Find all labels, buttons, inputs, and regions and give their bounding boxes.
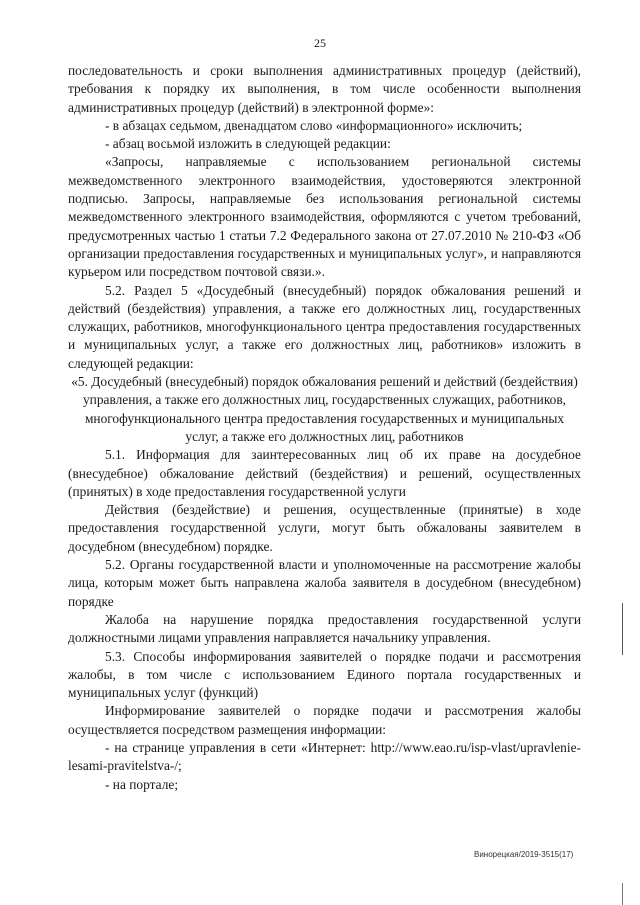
paragraph: Жалоба на нарушение порядка предоставления государственной услуги должностными лицами управления направляется начальнику управления.	[68, 611, 581, 646]
paragraph: - на странице управления в сети «Интернет: http://www.eao.ru/isp-vlast/upravlenie-lesami-pravitelstva-/;	[68, 739, 581, 774]
paragraph: Информирование заявителей о порядке подачи и рассмотрения жалобы осуществляется посредством размещения информации:	[68, 703, 581, 737]
scan-margin-line	[622, 883, 623, 905]
paragraph: 5.2. Раздел 5 «Досудебный (внесудебный) порядок обжалования решений и действий (бездействия) управления, а также его должностных лиц, государственных служащих, работников, многофункционального центра предоставления государственных и муниципальных услуг, а также его должностных лиц, работников» изложить в следующей редакции:	[68, 282, 581, 371]
paragraph: 5.2. Органы государственной власти и уполномоченные на рассмотрение жалобы лица, которым может быть направлена жалоба заявителя в досудебном (внесудебном) порядке	[68, 557, 581, 609]
paragraph: 5.3. Способы информирования заявителей о порядке подачи и рассмотрения жалобы, в том числе с использованием Единого портала государственных и муниципальных услуг (функций)	[68, 648, 581, 701]
page-number: 25	[314, 36, 326, 50]
paragraph: Действия (бездействие) и решения, осуществленные (принятые) в ходе предоставления государственной услуги, могут быть обжалованы заявителем в досудебном (внесудебном) порядке.	[68, 502, 581, 554]
paragraph: - в абзацах седьмом, двенадцатом слово «информационного» исключить;	[105, 117, 523, 133]
paragraph: «Запросы, направляемые с использованием региональной системы межведомственного электронного взаимодействия, удостоверяются электронной подписью. Запросы, направляемые без использования региональной системы межведомственного электронного взаимодействия, оформляются с учетом требований, предусмотренных частью 1 статьи 7.2 Федерального закона от 27.07.2010 № 210-ФЗ «Об организации предоставления государственных и муниципальных услуг», и направляются курьером или посредством почтовой связи.».	[68, 154, 581, 280]
section-heading: «5. Досудебный (внесудебный) порядок обжалования решений и действий (бездействия) управления, а также его должностных лиц, государственных служащих, работников, многофункционального центра предоставления государственных и муниципальных услуг, а также его должностных лиц, работников	[71, 374, 578, 444]
document-body	[68, 62, 581, 794]
paragraph: - на портале;	[105, 776, 179, 792]
footer-code: Винорецкая/2019-3515(17)	[474, 850, 574, 859]
paragraph: последовательность и сроки выполнения административных процедур (действий), требования к порядку их выполнения, в том числе особенности выполнения административных процедур (действий) в электронной форме»:	[68, 63, 581, 115]
paragraph: 5.1. Информация для заинтересованных лиц об их праве на досудебное (внесудебное) обжалование действий (бездействия) и решений, осуществленных (принятых) в ходе предоставления государственной услуги	[68, 447, 581, 499]
paragraph: - абзац восьмой изложить в следующей редакции:	[105, 136, 391, 152]
scan-margin-line	[622, 603, 623, 655]
